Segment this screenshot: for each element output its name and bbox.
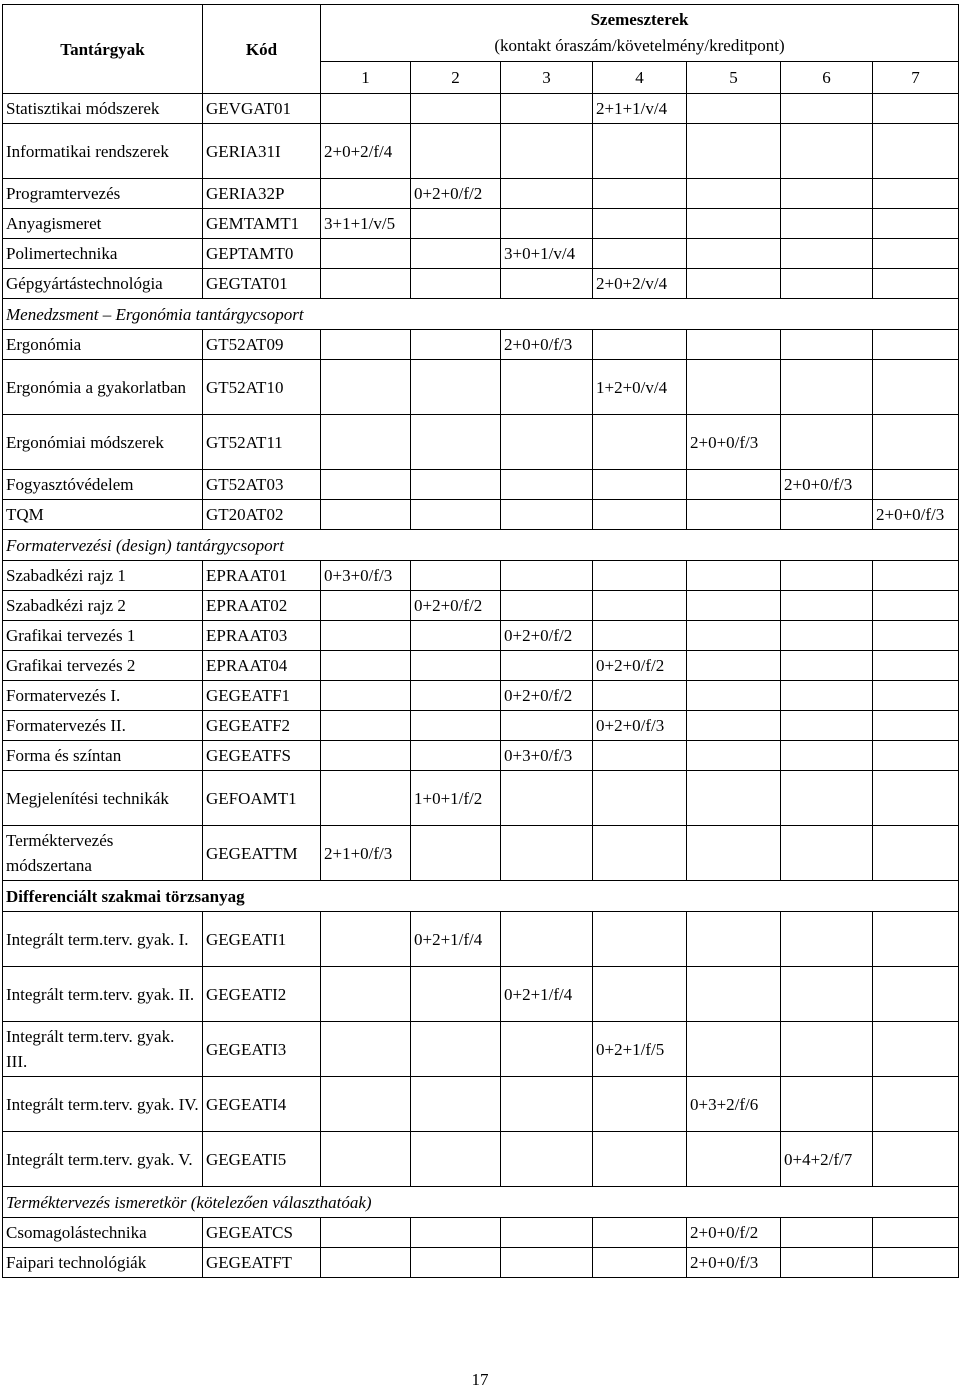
- semester-cell-1: 2+1+0/f/3: [321, 826, 411, 881]
- course-name: Ergonómiai módszerek: [3, 415, 203, 470]
- course-code: GEVGAT01: [203, 94, 321, 124]
- semester-cell-7: [873, 826, 959, 881]
- semester-cell-3: [501, 591, 593, 621]
- semester-cell-2: [411, 330, 501, 360]
- course-name: Integrált term.terv. gyak. II.: [3, 967, 203, 1022]
- semester-cell-4: [593, 1132, 687, 1187]
- semester-cell-5: 2+0+0/f/3: [687, 1248, 781, 1278]
- semester-cell-3: [501, 209, 593, 239]
- semester-cell-6: [781, 741, 873, 771]
- semester-cell-5: [687, 239, 781, 269]
- semester-cell-3: [501, 1218, 593, 1248]
- semester-cell-6: [781, 826, 873, 881]
- semester-cell-5: [687, 681, 781, 711]
- semester-cell-6: [781, 621, 873, 651]
- course-code: GEGEATF2: [203, 711, 321, 741]
- semester-cell-4: [593, 330, 687, 360]
- course-code: GT20AT02: [203, 500, 321, 530]
- semester-cell-7: [873, 967, 959, 1022]
- semester-cell-7: [873, 1022, 959, 1077]
- semester-cell-2: [411, 741, 501, 771]
- semester-cell-7: [873, 912, 959, 967]
- semester-cell-2: [411, 967, 501, 1022]
- semester-cell-6: [781, 651, 873, 681]
- course-row: [3, 269, 959, 299]
- semester-cell-4: [593, 741, 687, 771]
- semester-cell-1: [321, 360, 411, 415]
- course-name: Polimertechnika: [3, 239, 203, 269]
- semester-cell-5: 2+0+0/f/2: [687, 1218, 781, 1248]
- course-code: EPRAAT04: [203, 651, 321, 681]
- semester-cell-1: [321, 681, 411, 711]
- course-code: EPRAAT02: [203, 591, 321, 621]
- semester-cell-2: 0+2+1/f/4: [411, 912, 501, 967]
- course-row: [3, 591, 959, 621]
- semester-cell-7: [873, 741, 959, 771]
- group-label: Differenciált szakmai törzsanyag: [3, 881, 959, 912]
- course-code: GT52AT09: [203, 330, 321, 360]
- semester-number: 1: [321, 61, 411, 93]
- semester-cell-7: [873, 1077, 959, 1132]
- course-name: Forma és színtan: [3, 741, 203, 771]
- semester-cell-4: [593, 826, 687, 881]
- semester-cell-2: [411, 415, 501, 470]
- semester-cell-2: [411, 681, 501, 711]
- semester-cell-6: [781, 771, 873, 826]
- semester-cell-5: [687, 967, 781, 1022]
- semester-cell-7: [873, 591, 959, 621]
- semester-cell-3: [501, 651, 593, 681]
- semester-cell-2: [411, 561, 501, 591]
- semester-cell-3: [501, 415, 593, 470]
- semester-cell-1: [321, 269, 411, 299]
- semester-cell-3: 0+3+0/f/3: [501, 741, 593, 771]
- semester-cell-5: [687, 1132, 781, 1187]
- course-name: Szabadkézi rajz 1: [3, 561, 203, 591]
- semesters-title: Szemeszterek: [590, 9, 689, 29]
- course-code: GEGEATTM: [203, 826, 321, 881]
- semester-cell-2: [411, 711, 501, 741]
- course-row: [3, 711, 959, 741]
- semester-cell-5: [687, 561, 781, 591]
- course-code: GEGEATI2: [203, 967, 321, 1022]
- semester-cell-1: [321, 239, 411, 269]
- semester-cell-4: 2+0+2/v/4: [593, 269, 687, 299]
- semester-cell-2: [411, 826, 501, 881]
- semester-cell-6: [781, 1248, 873, 1278]
- semester-cell-7: [873, 360, 959, 415]
- semester-cell-4: 0+2+0/f/2: [593, 651, 687, 681]
- semester-cell-2: [411, 621, 501, 651]
- semester-cell-1: [321, 1248, 411, 1278]
- semester-cell-5: [687, 124, 781, 179]
- course-name: Statisztikai módszerek: [3, 94, 203, 124]
- course-row: [3, 912, 959, 967]
- semester-cell-6: [781, 561, 873, 591]
- semester-cell-4: [593, 1077, 687, 1132]
- course-row: [3, 621, 959, 651]
- group-header-row: [3, 299, 959, 330]
- course-row: [3, 360, 959, 415]
- semester-cell-1: [321, 330, 411, 360]
- header-code: Kód: [203, 5, 321, 94]
- semester-cell-6: [781, 1218, 873, 1248]
- semester-cell-2: 0+2+0/f/2: [411, 591, 501, 621]
- semester-cell-2: [411, 500, 501, 530]
- semester-cell-3: [501, 1248, 593, 1278]
- semester-cell-2: [411, 94, 501, 124]
- course-row: [3, 330, 959, 360]
- course-code: GEGEATCS: [203, 1218, 321, 1248]
- semester-cell-1: [321, 94, 411, 124]
- semester-cell-3: [501, 124, 593, 179]
- semester-cell-1: [321, 179, 411, 209]
- semester-cell-4: [593, 470, 687, 500]
- course-name: Ergonómia: [3, 330, 203, 360]
- semester-cell-5: [687, 771, 781, 826]
- semester-cell-3: [501, 912, 593, 967]
- semester-cell-7: [873, 415, 959, 470]
- semester-cell-3: [501, 470, 593, 500]
- header-subject: Tantárgyak: [3, 5, 203, 94]
- semester-cell-4: [593, 591, 687, 621]
- semester-cell-4: [593, 1218, 687, 1248]
- semester-cell-3: 0+2+1/f/4: [501, 967, 593, 1022]
- semester-cell-4: [593, 415, 687, 470]
- course-name: Faipari technológiák: [3, 1248, 203, 1278]
- semester-cell-5: [687, 621, 781, 651]
- course-code: GERIA32P: [203, 179, 321, 209]
- semester-cell-5: [687, 209, 781, 239]
- course-row: [3, 239, 959, 269]
- semester-cell-6: [781, 415, 873, 470]
- semester-cell-5: [687, 912, 781, 967]
- semester-cell-7: [873, 1218, 959, 1248]
- semester-cell-7: [873, 470, 959, 500]
- semester-cell-3: [501, 1132, 593, 1187]
- semester-cell-4: [593, 621, 687, 651]
- semester-number: 7: [873, 61, 959, 93]
- semester-cell-6: [781, 330, 873, 360]
- semester-cell-2: [411, 1218, 501, 1248]
- semester-cell-1: [321, 1132, 411, 1187]
- semester-cell-4: [593, 500, 687, 530]
- semester-cell-2: 1+0+1/f/2: [411, 771, 501, 826]
- semester-cell-2: [411, 470, 501, 500]
- course-row: [3, 741, 959, 771]
- page-number: 17: [471, 1370, 489, 1389]
- semester-cell-6: [781, 912, 873, 967]
- semester-cell-2: [411, 360, 501, 415]
- semester-cell-1: [321, 500, 411, 530]
- semester-cell-4: [593, 239, 687, 269]
- semester-cell-3: [501, 561, 593, 591]
- course-name: Ergonómia a gyakorlatban: [3, 360, 203, 415]
- semester-cell-2: [411, 1132, 501, 1187]
- course-name: Anyagismeret: [3, 209, 203, 239]
- semester-cell-6: [781, 1077, 873, 1132]
- group-header-row: [3, 530, 959, 561]
- course-name: TQM: [3, 500, 203, 530]
- semester-cell-1: [321, 1022, 411, 1077]
- course-code: EPRAAT03: [203, 621, 321, 651]
- group-label: Formatervezési (design) tantárgycsoport: [3, 530, 959, 561]
- semester-cell-7: [873, 179, 959, 209]
- header-semesters: [321, 5, 959, 62]
- semester-cell-7: [873, 621, 959, 651]
- semester-cell-3: 3+0+1/v/4: [501, 239, 593, 269]
- semester-cell-7: [873, 681, 959, 711]
- semester-cell-2: [411, 209, 501, 239]
- course-row: [3, 651, 959, 681]
- semester-cell-7: 2+0+0/f/3: [873, 500, 959, 530]
- semester-cell-1: [321, 741, 411, 771]
- semester-cell-2: [411, 124, 501, 179]
- semester-cell-6: [781, 1022, 873, 1077]
- semester-cell-1: [321, 967, 411, 1022]
- course-code: GEFOAMT1: [203, 771, 321, 826]
- semester-cell-2: 0+2+0/f/2: [411, 179, 501, 209]
- semester-cell-3: [501, 500, 593, 530]
- course-name: Formatervezés I.: [3, 681, 203, 711]
- semester-cell-4: [593, 967, 687, 1022]
- group-label: Menedzsment – Ergonómia tantárgycsoport: [3, 299, 959, 330]
- course-name: Integrált term.terv. gyak. V.: [3, 1132, 203, 1187]
- semester-cell-6: [781, 209, 873, 239]
- course-row: [3, 1022, 959, 1077]
- semester-cell-7: [873, 771, 959, 826]
- course-code: GT52AT10: [203, 360, 321, 415]
- semester-cell-3: [501, 269, 593, 299]
- semester-cell-5: 0+3+2/f/6: [687, 1077, 781, 1132]
- course-row: [3, 94, 959, 124]
- course-name: Szabadkézi rajz 2: [3, 591, 203, 621]
- course-name: Gépgyártástechnológia: [3, 269, 203, 299]
- semester-cell-6: [781, 269, 873, 299]
- course-row: [3, 1248, 959, 1278]
- course-name: Integrált term.terv. gyak. III.: [3, 1022, 203, 1077]
- course-code: GEGEATF1: [203, 681, 321, 711]
- semester-cell-2: [411, 269, 501, 299]
- semester-cell-3: 0+2+0/f/2: [501, 621, 593, 651]
- course-code: GEGEATI1: [203, 912, 321, 967]
- course-code: GEGEATFS: [203, 741, 321, 771]
- semester-cell-7: [873, 269, 959, 299]
- course-row: [3, 124, 959, 179]
- semester-cell-5: [687, 500, 781, 530]
- course-row: [3, 179, 959, 209]
- semester-cell-1: [321, 591, 411, 621]
- semester-cell-3: [501, 771, 593, 826]
- semester-number: 4: [593, 61, 687, 93]
- semester-cell-3: [501, 1022, 593, 1077]
- semester-cell-6: [781, 967, 873, 1022]
- semester-cell-6: [781, 124, 873, 179]
- semester-cell-1: [321, 470, 411, 500]
- semester-number: 3: [501, 61, 593, 93]
- semester-cell-5: [687, 711, 781, 741]
- course-code: GT52AT11: [203, 415, 321, 470]
- course-code: GEGEATI3: [203, 1022, 321, 1077]
- semester-cell-6: [781, 591, 873, 621]
- semester-cell-7: [873, 239, 959, 269]
- semester-cell-4: [593, 179, 687, 209]
- course-name: Csomagolástechnika: [3, 1218, 203, 1248]
- semester-cell-5: [687, 94, 781, 124]
- semester-cell-7: [873, 330, 959, 360]
- semester-cell-3: [501, 179, 593, 209]
- semester-cell-3: 2+0+0/f/3: [501, 330, 593, 360]
- course-name: Grafikai tervezés 2: [3, 651, 203, 681]
- course-code: GEMTAMT1: [203, 209, 321, 239]
- course-row: [3, 1218, 959, 1248]
- semester-cell-5: [687, 591, 781, 621]
- semester-cell-5: [687, 330, 781, 360]
- semester-cell-3: [501, 94, 593, 124]
- semester-cell-6: [781, 500, 873, 530]
- semester-cell-4: [593, 771, 687, 826]
- semester-cell-7: [873, 711, 959, 741]
- semester-cell-5: [687, 470, 781, 500]
- semester-cell-1: [321, 621, 411, 651]
- semester-cell-3: [501, 360, 593, 415]
- semester-cell-6: [781, 239, 873, 269]
- semester-cell-5: [687, 269, 781, 299]
- semester-cell-6: [781, 94, 873, 124]
- semester-cell-6: [781, 681, 873, 711]
- semester-cell-2: [411, 1077, 501, 1132]
- semester-cell-5: [687, 651, 781, 681]
- course-code: GEGEATI5: [203, 1132, 321, 1187]
- semester-cell-2: [411, 651, 501, 681]
- semester-cell-1: 3+1+1/v/5: [321, 209, 411, 239]
- semester-cell-4: 1+2+0/v/4: [593, 360, 687, 415]
- group-header-row: [3, 881, 959, 912]
- semester-cell-4: [593, 1248, 687, 1278]
- semester-cell-7: [873, 1248, 959, 1278]
- semester-cell-4: 2+1+1/v/4: [593, 94, 687, 124]
- semester-cell-7: [873, 124, 959, 179]
- curriculum-table: [2, 4, 959, 1278]
- course-row: [3, 771, 959, 826]
- semester-cell-3: [501, 711, 593, 741]
- course-row: [3, 681, 959, 711]
- semester-cell-7: [873, 561, 959, 591]
- semester-cell-4: [593, 561, 687, 591]
- course-name: Integrált term.terv. gyak. IV.: [3, 1077, 203, 1132]
- semester-number: 2: [411, 61, 501, 93]
- semester-cell-4: [593, 912, 687, 967]
- course-name: Formatervezés II.: [3, 711, 203, 741]
- semester-cell-6: [781, 711, 873, 741]
- course-row: [3, 1132, 959, 1187]
- course-row: [3, 209, 959, 239]
- course-row: [3, 415, 959, 470]
- course-code: EPRAAT01: [203, 561, 321, 591]
- semester-cell-5: 2+0+0/f/3: [687, 415, 781, 470]
- course-row: [3, 500, 959, 530]
- semester-cell-7: [873, 209, 959, 239]
- semester-cell-7: [873, 651, 959, 681]
- course-name: Terméktervezés módszertana: [3, 826, 203, 881]
- semester-number: 6: [781, 61, 873, 93]
- course-code: GT52AT03: [203, 470, 321, 500]
- semester-cell-5: [687, 826, 781, 881]
- semester-cell-2: [411, 239, 501, 269]
- course-name: Grafikai tervezés 1: [3, 621, 203, 651]
- semester-cell-2: [411, 1022, 501, 1077]
- course-row: [3, 561, 959, 591]
- course-row: [3, 967, 959, 1022]
- course-name: Informatikai rendszerek: [3, 124, 203, 179]
- semester-cell-5: [687, 360, 781, 415]
- course-name: Fogyasztóvédelem: [3, 470, 203, 500]
- semester-cell-4: 0+2+0/f/3: [593, 711, 687, 741]
- course-code: GEGEATI4: [203, 1077, 321, 1132]
- semester-cell-1: 2+0+2/f/4: [321, 124, 411, 179]
- course-code: GEGTAT01: [203, 269, 321, 299]
- semester-cell-4: [593, 209, 687, 239]
- semester-cell-1: [321, 1218, 411, 1248]
- semester-cell-3: 0+2+0/f/2: [501, 681, 593, 711]
- semester-cell-7: [873, 94, 959, 124]
- semester-cell-4: 0+2+1/f/5: [593, 1022, 687, 1077]
- course-name: Megjelenítési technikák: [3, 771, 203, 826]
- semester-cell-6: 2+0+0/f/3: [781, 470, 873, 500]
- course-row: [3, 1077, 959, 1132]
- semester-cell-1: [321, 415, 411, 470]
- course-row: [3, 470, 959, 500]
- semester-cell-7: [873, 1132, 959, 1187]
- semester-cell-1: [321, 711, 411, 741]
- semester-cell-6: 0+4+2/f/7: [781, 1132, 873, 1187]
- semester-cell-5: [687, 179, 781, 209]
- semester-cell-6: [781, 360, 873, 415]
- semester-cell-1: [321, 771, 411, 826]
- semester-cell-2: [411, 1248, 501, 1278]
- semester-cell-6: [781, 179, 873, 209]
- semester-cell-5: [687, 1022, 781, 1077]
- semester-cell-4: [593, 681, 687, 711]
- group-label: Terméktervezés ismeretkör (kötelezően választhatóak): [3, 1187, 959, 1218]
- course-name: Integrált term.terv. gyak. I.: [3, 912, 203, 967]
- semesters-subtitle: (kontakt óraszám/követelmény/kreditpont): [494, 35, 785, 55]
- semester-cell-1: 0+3+0/f/3: [321, 561, 411, 591]
- semester-cell-3: [501, 826, 593, 881]
- group-header-row: [3, 1187, 959, 1218]
- semester-cell-1: [321, 1077, 411, 1132]
- course-code: GEGEATFT: [203, 1248, 321, 1278]
- course-row: [3, 826, 959, 881]
- course-code: GERIA31I: [203, 124, 321, 179]
- semester-cell-1: [321, 651, 411, 681]
- course-code: GEPTAMT0: [203, 239, 321, 269]
- semester-cell-4: [593, 124, 687, 179]
- semester-cell-1: [321, 912, 411, 967]
- course-name: Programtervezés: [3, 179, 203, 209]
- semester-number: 5: [687, 61, 781, 93]
- semester-cell-5: [687, 741, 781, 771]
- semester-cell-3: [501, 1077, 593, 1132]
